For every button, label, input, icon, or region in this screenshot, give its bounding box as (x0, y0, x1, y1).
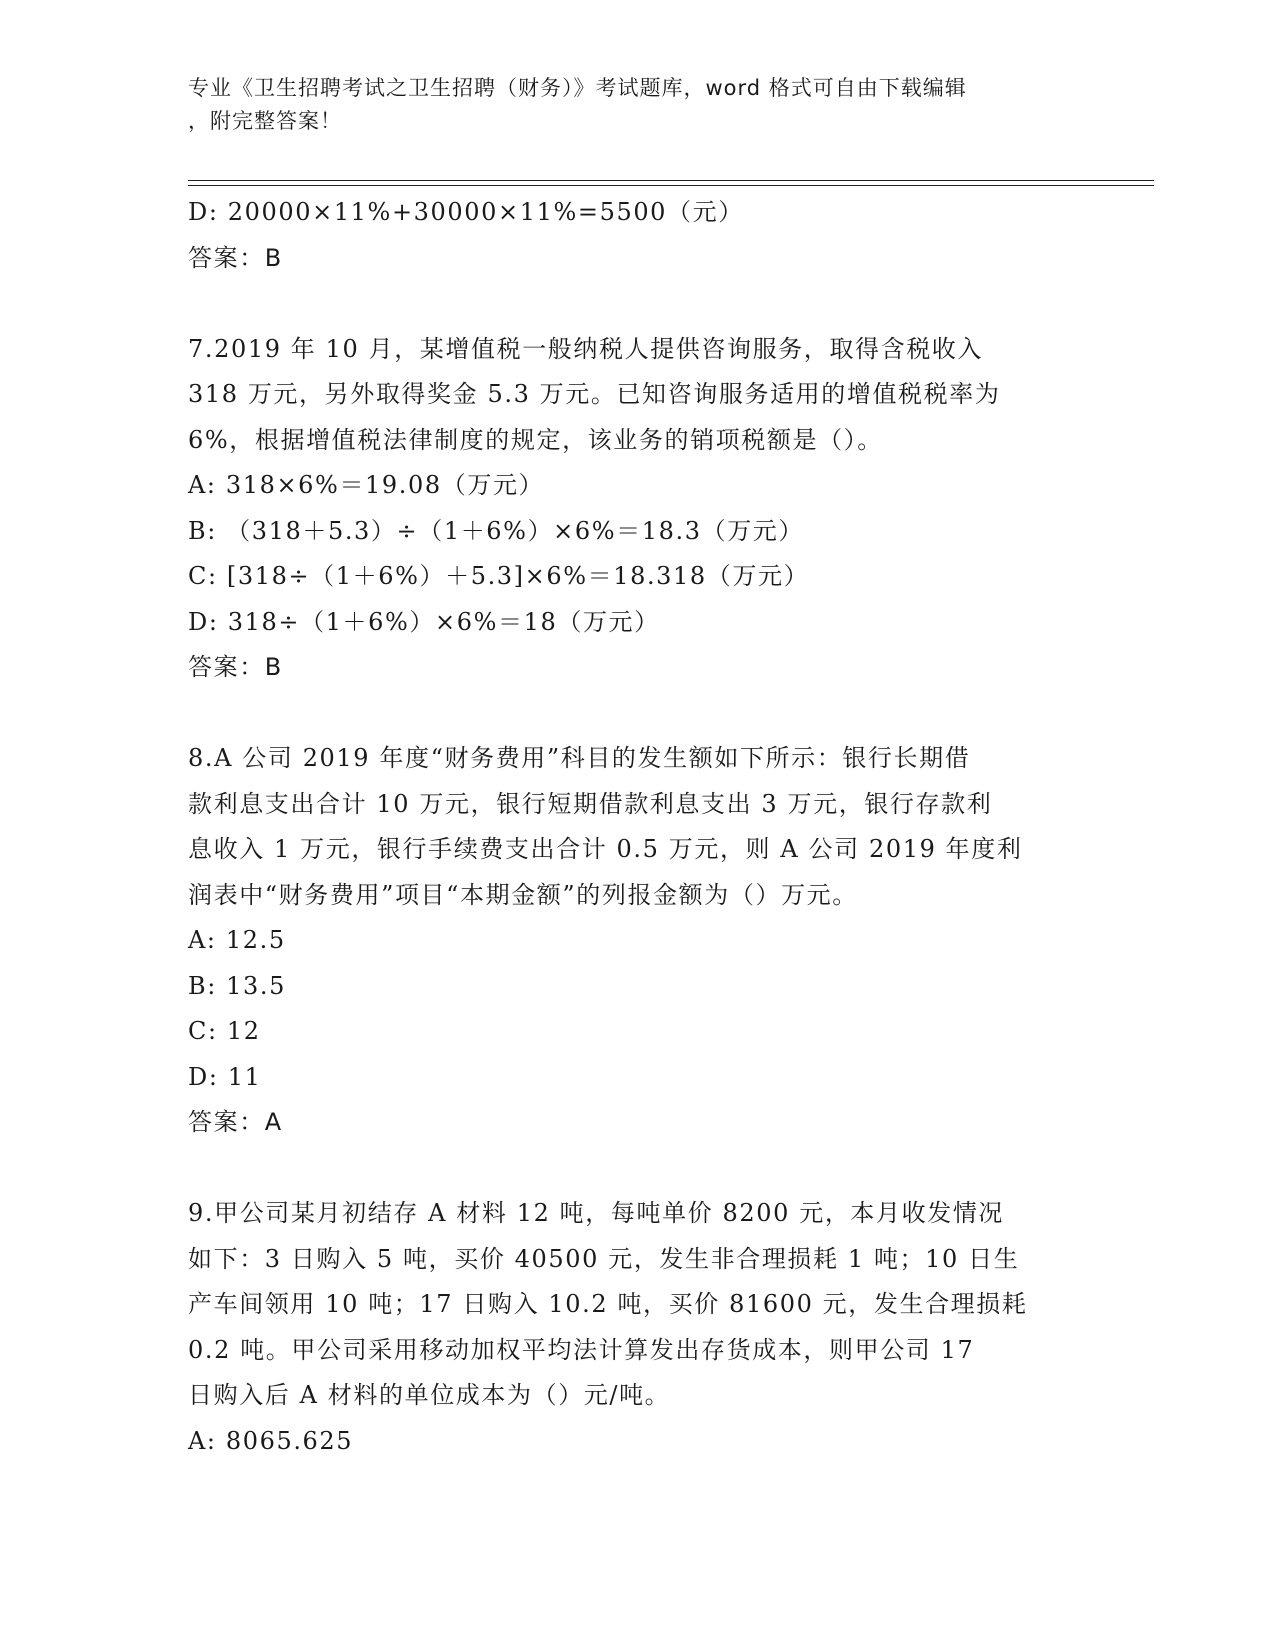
question-7 (188, 327, 1088, 691)
option-d: D: 318÷（1＋6%）×6%＝18（万元） (188, 607, 660, 636)
option-d: D: 20000×11%+30000×11%=5500（元） (188, 198, 744, 226)
header-divider-bottom (188, 185, 1154, 186)
question-stem-line: 318 万元，另外取得奖金 5.3 万元。已知咨询服务适用的增值税税率为 (188, 380, 1001, 408)
question-stem-line: 6%，根据增值税法律制度的规定，该业务的销项税额是（）。 (188, 425, 883, 454)
question-8 (188, 736, 1088, 1146)
question-stem-line: 9.甲公司某月初结存 A 材料 12 吨，每吨单价 8200 元，本月收发情况 (188, 1199, 1005, 1227)
question-stem-line: 0.2 吨。甲公司采用移动加权平均法计算发出存货成本，则甲公司 17 (188, 1335, 975, 1364)
option-c: C: [318÷（1＋6%）＋5.3]×6%＝18.318（万元） (188, 562, 810, 590)
option-a: A: 12.5 (188, 926, 286, 954)
document-header (188, 72, 1088, 138)
header-line-1: 专业《卫生招聘考试之卫生招聘（财务）》考试题库，word 格式可自由下载编辑 (188, 76, 967, 100)
question-stem-line: 8.A 公司 2019 年度“财务费用”科目的发生额如下所示：银行长期借 (188, 744, 971, 772)
answer-line: 答案：B (188, 243, 283, 272)
question-stem-line: 款利息支出合计 10 万元，银行短期借款利息支出 3 万元，银行存款利 (188, 789, 993, 818)
answer-line: 答案：A (188, 1108, 283, 1136)
document-body (188, 190, 1088, 1464)
question-stem-line: 息收入 1 万元，银行手续费支出合计 0.5 万元，则 A 公司 2019 年度利 (188, 835, 1023, 863)
answer-line: 答案：B (188, 653, 283, 681)
question-stem-line: 产车间领用 10 吨；17 日购入 10.2 吨，买价 81600 元，发生合理损耗 (188, 1290, 1028, 1318)
question-stem-line: 日购入后 A 材料的单位成本为（）元/吨。 (188, 1381, 671, 1409)
option-a: A: 318×6%＝19.08（万元） (188, 471, 545, 499)
option-a: A: 8065.625 (188, 1426, 354, 1455)
header-line-2: ，附完整答案！ (188, 109, 342, 133)
option-b: B: 13.5 (188, 971, 286, 1000)
question-stem-line: 7.2019 年 10 月，某增值税一般纳税人提供咨询服务，取得含税收入 (188, 334, 984, 363)
question-stem-line: 如下：3 日购入 5 吨，买价 40500 元，发生非合理损耗 1 吨；10 日生 (188, 1244, 1020, 1273)
option-c: C: 12 (188, 1017, 261, 1045)
option-b: B: （318＋5.3）÷（1＋6%）×6%＝18.3（万元） (188, 516, 805, 545)
header-divider-top (188, 180, 1154, 181)
question-6-tail (188, 190, 1088, 281)
option-d: D: 11 (188, 1062, 262, 1091)
question-9 (188, 1191, 1088, 1464)
question-stem-line: 润表中“财务费用”项目“本期金额”的列报金额为（）万元。 (188, 880, 858, 909)
